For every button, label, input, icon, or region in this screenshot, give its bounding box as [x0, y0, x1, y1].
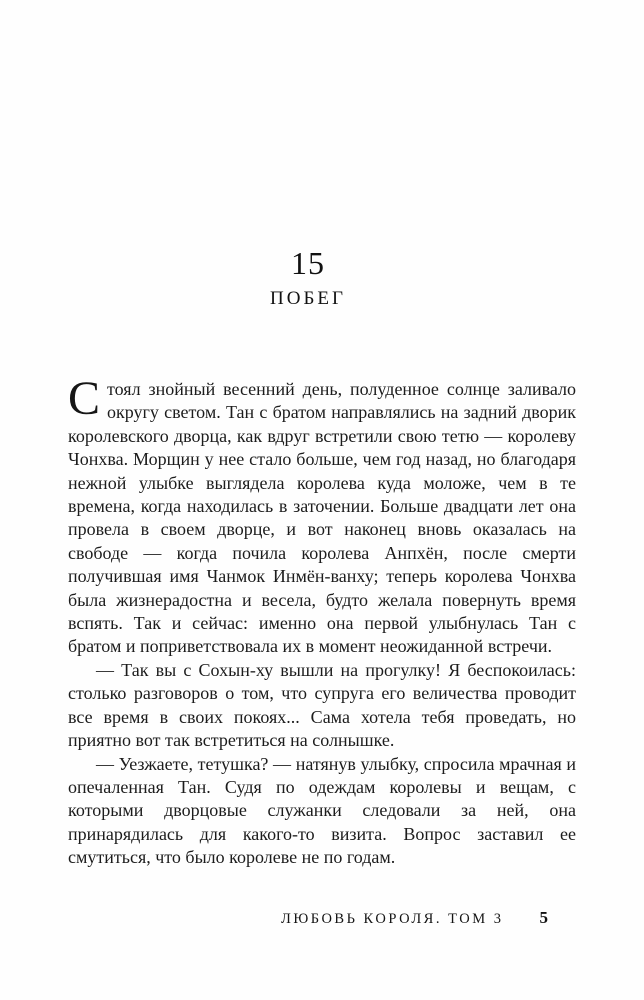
running-title: ЛЮБОВЬ КОРОЛЯ. ТОМ 3: [281, 911, 504, 927]
chapter-title: ПОБЕГ: [270, 288, 346, 309]
chapter-number: 15: [291, 245, 325, 281]
paragraph-text: тоял знойный весенний день, полуденное солнце заливало округу светом. Тан с братом направлялись на задний дворик королевского дворца, как вдруг встретили свою тетю — королеву Чонхва. Морщин у нее стало больше, чем год назад, но благодаря нежной улыбке выглядела королева куда моложе, чем в те времена, когда находилась в заточении. Больше двадцати лет она провела в своем дворце, и вот наконец вновь оказалась на свободе — когда почила королева Анпхён, после смерти получившая имя Чанмок Инмён-ванху; теперь королева Чонхва была жизнерадостна и весела, будто желала повернуть время вспять. Так и сейчас: именно она первой улыбнулась Тан с братом и поприветствовала их в момент неожиданной встречи.: [68, 379, 576, 657]
text-column: [68, 0, 576, 870]
body-text: [68, 372, 576, 870]
paragraph: [68, 372, 576, 659]
page-footer: [68, 908, 576, 928]
paragraph: — Уезжаете, тетушка? — натянув улыбку, спросила мрачная и опечаленная Тан. Судя по одеждам королевы и вещам, с которыми дворцовые служанки следовали за ней, она принарядилась для какого-то визита. Вопрос заставил ее смутиться, что было королеве не по годам.: [68, 753, 576, 868]
paragraph: — Так вы с Сохын-ху вышли на прогулку! Я беспокоилась: столько разговоров о том, что супруга его величества проводит все время в своих покоях... Сама хотела тебя проведать, но приятно вот так встретиться на солнышке.: [68, 659, 576, 751]
page-number: 5: [539, 908, 548, 927]
drop-cap: С: [68, 372, 101, 425]
chapter-heading: [54, 247, 562, 308]
